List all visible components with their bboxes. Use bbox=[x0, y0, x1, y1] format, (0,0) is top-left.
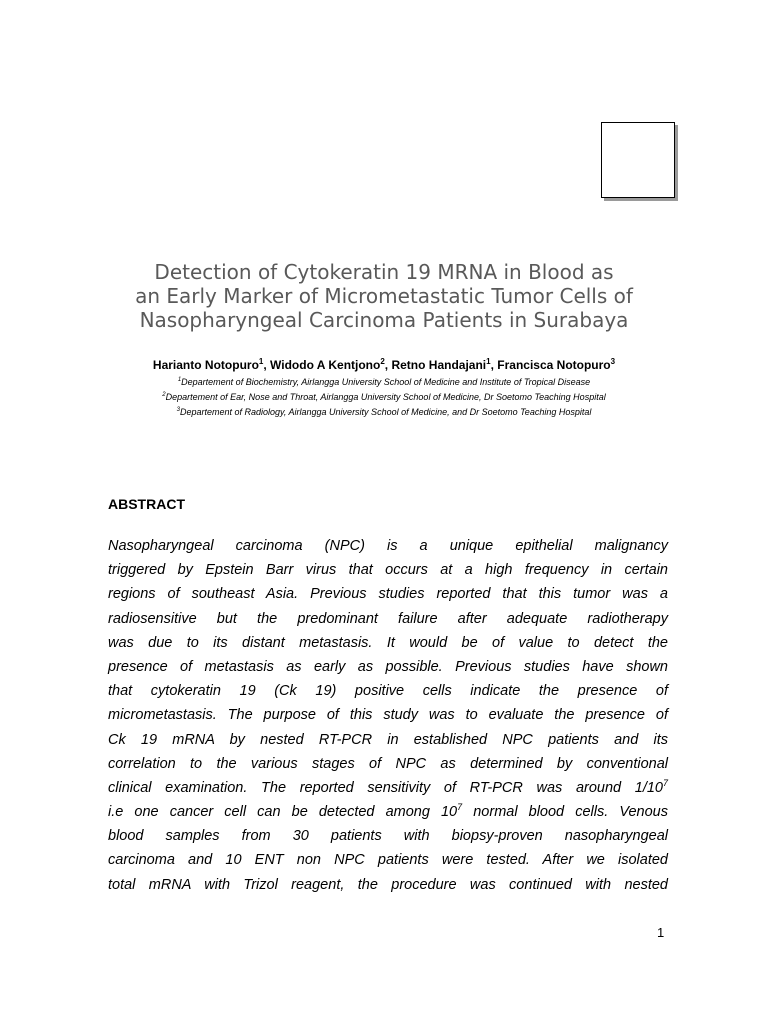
author-name: Francisca Notopuro bbox=[497, 358, 611, 372]
abstract-line: carcinoma and 10 ENT non NPC patients were tested. After we isolated bbox=[108, 852, 668, 869]
title-line-1: Detection of Cytokeratin 19 MRNA in Blood as bbox=[154, 260, 614, 284]
abstract-line: radiosensitive but the predominant failure after adequate radiotherapy bbox=[108, 610, 668, 627]
author-separator: , bbox=[490, 358, 498, 372]
exponent: 7 bbox=[662, 778, 668, 789]
abstract-line: total mRNA with Trizol reagent, the procedure was continued with nested bbox=[108, 876, 668, 893]
abstract-line: that cytokeratin 19 (Ck 19) positive cells indicate the presence of bbox=[108, 683, 668, 700]
affiliation-item bbox=[84, 389, 684, 404]
abstract-line: Ck 19 mRNA by nested RT-PCR in established NPC patients and its bbox=[108, 731, 668, 748]
author-list bbox=[84, 354, 684, 373]
author-name: Widodo A Kentjono bbox=[270, 358, 381, 372]
affiliation-text: Departement of Ear, Nose and Throat, Airlangga University School of Medicine, Dr Soetomo Teaching Hospital bbox=[165, 392, 606, 402]
abstract-heading: ABSTRACT bbox=[108, 496, 185, 512]
author-name: Retno Handajani bbox=[391, 358, 487, 372]
abstract-line: Nasopharyngeal carcinoma (NPC) is a unique epithelial malignancy bbox=[108, 538, 668, 554]
abstract-body bbox=[108, 534, 668, 897]
affiliation-list bbox=[84, 374, 684, 419]
abstract-line: blood samples from 30 patients with biopsy-proven nasopharyngeal bbox=[108, 828, 668, 845]
abstract-line: presence of metastasis as early as possible. Previous studies have shown bbox=[108, 658, 668, 675]
author-affiliation-mark: 1 bbox=[486, 357, 491, 366]
author-affiliation-mark: 1 bbox=[258, 357, 264, 366]
paper-title bbox=[84, 260, 684, 332]
affiliation-mark: 3 bbox=[176, 407, 180, 413]
author-affiliation-mark: 3 bbox=[610, 357, 616, 366]
abstract-line: was due to its distant metastasis. It would be of value to detect the bbox=[108, 634, 668, 651]
title-line-2: an Early Marker of Micrometastatic Tumor Cells of bbox=[135, 284, 633, 308]
abstract-line: correlation to the various stages of NPC as determined by conventional bbox=[108, 755, 668, 772]
affiliation-item bbox=[84, 374, 684, 389]
abstract-line: micrometastasis. The purpose of this study was to evaluate the presence of bbox=[108, 707, 668, 724]
title-line-3: Nasopharyngeal Carcinoma Patients in Surabaya bbox=[139, 308, 629, 332]
abstract-line-text: normal blood cells. Venous bbox=[462, 804, 668, 821]
page-number: 1 bbox=[657, 925, 665, 940]
author-name: Harianto Notopuro bbox=[152, 358, 259, 372]
author-affiliation-mark: 2 bbox=[380, 357, 385, 366]
author-separator: , bbox=[263, 358, 271, 372]
blank-corner-box bbox=[601, 122, 675, 198]
abstract-line: triggered by Epstein Barr virus that occurs at a high frequency in certain bbox=[108, 562, 668, 579]
author-separator: , bbox=[384, 358, 392, 372]
exponent: 7 bbox=[457, 802, 463, 813]
abstract-line bbox=[108, 800, 668, 824]
affiliation-item bbox=[84, 404, 684, 419]
abstract-line: regions of southeast Asia. Previous studies reported that this tumor was a bbox=[108, 586, 668, 603]
abstract-line-text: i.e one cancer cell can be detected among 10 bbox=[108, 804, 458, 821]
abstract-line-text: clinical examination. The reported sensitivity of RT-PCR was around 1/10 bbox=[108, 779, 663, 796]
affiliation-mark: 2 bbox=[162, 392, 166, 398]
affiliation-mark: 1 bbox=[177, 377, 182, 383]
affiliation-text: Departement of Radiology, Airlangga University School of Medicine, and Dr Soetomo Teaching Hospital bbox=[179, 407, 592, 417]
abstract-line bbox=[108, 776, 668, 800]
affiliation-text: Departement of Biochemistry, Airlangga University School of Medicine and Institute of Tropical Disease bbox=[181, 377, 591, 387]
